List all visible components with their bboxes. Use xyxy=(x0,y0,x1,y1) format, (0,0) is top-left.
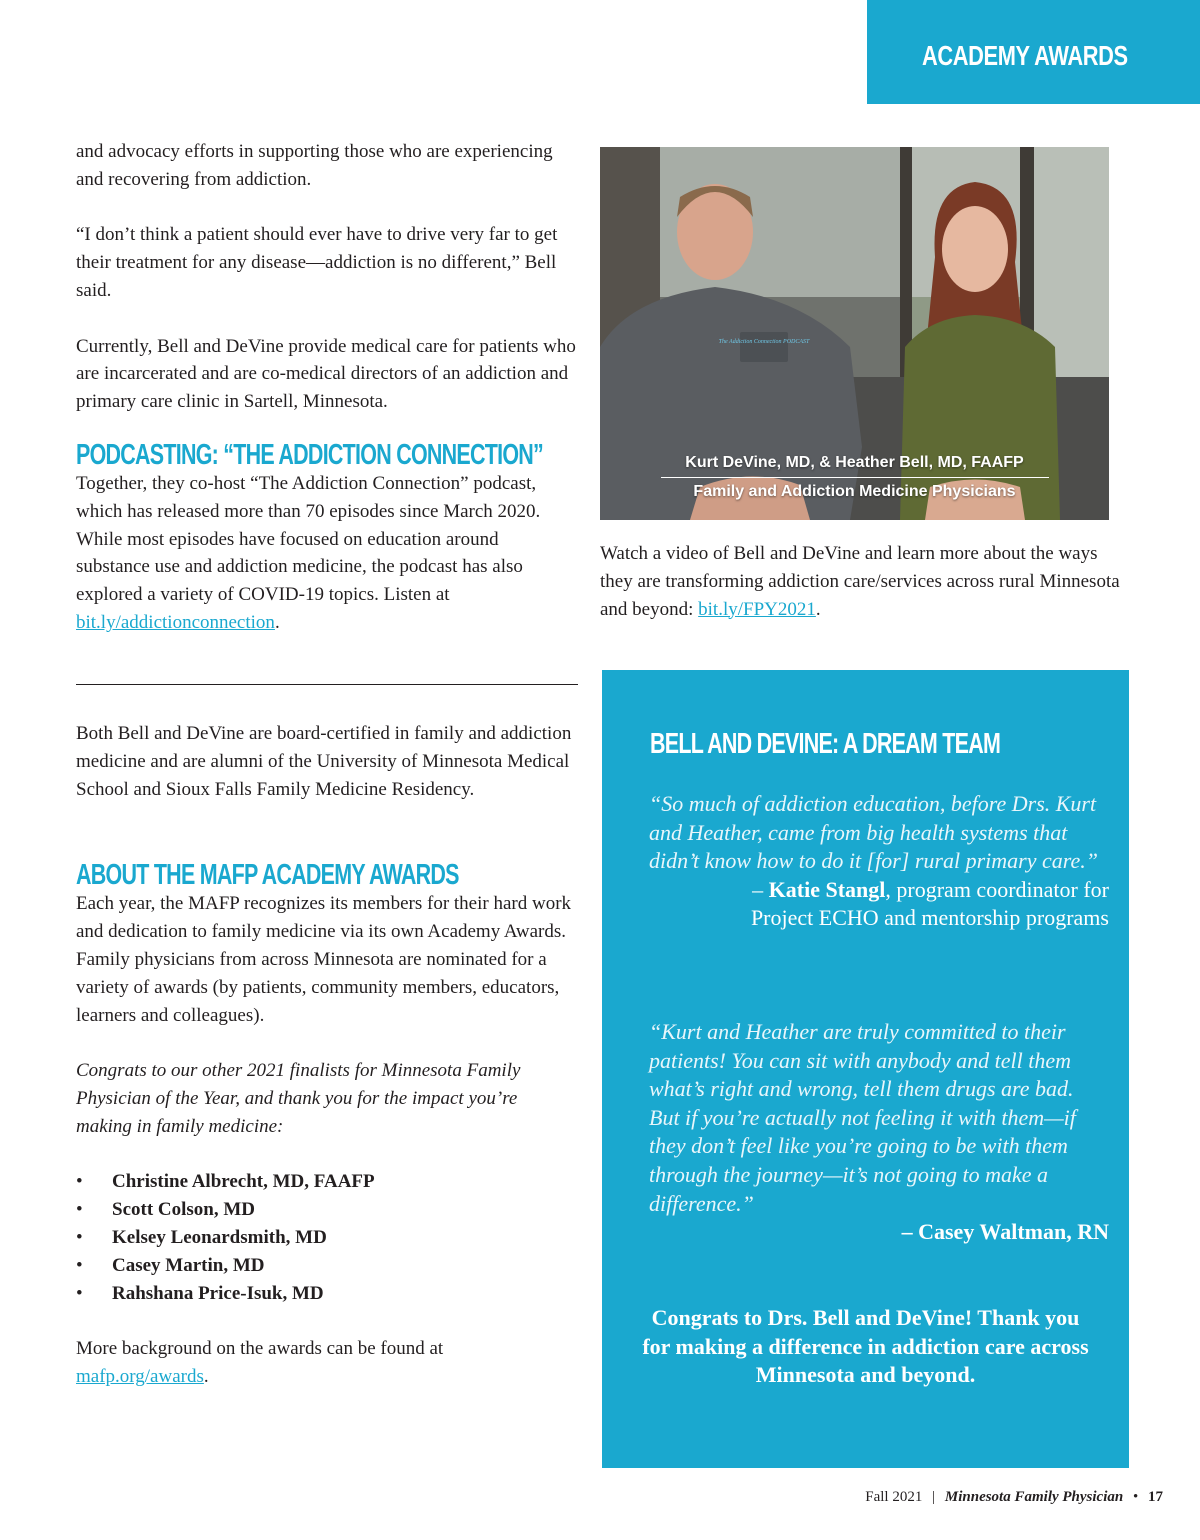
callout-title: BELL AND DEVINE: A DREAM TEAM xyxy=(650,728,1001,760)
footer-separator: | xyxy=(932,1489,936,1505)
section-tab xyxy=(867,0,1200,104)
photo-caption-line-1: Kurt DeVine, MD, & Heather Bell, MD, FAAFP xyxy=(685,454,1024,471)
photo-caption xyxy=(600,449,1109,506)
finalists-intro: Congrats to our other 2021 finalists for Minnesota Family Physician of the Year, and thank you for the impact you’re making in family medicine: xyxy=(76,1060,521,1137)
quote-stangl-attribution xyxy=(649,876,1109,933)
list-item: • Christine Albrecht, MD, FAAFP xyxy=(76,1168,576,1196)
video-text: Watch a video of Bell and DeVine and learn more about the ways they are transforming addiction care/services across rural Minnesota and beyond: xyxy=(600,543,1120,620)
shirt-logo-icon xyxy=(740,332,788,362)
page-footer xyxy=(865,1489,1163,1506)
left-column-top xyxy=(76,138,576,637)
podcast-text: Together, they co-host “The Addiction Connection” podcast, which has released more than 70 episodes since March 2020. While most episodes have focused on education around substance use and addiction medicine, the podcast has also explored a variety of COVID-19 topics. Listen at xyxy=(76,472,541,606)
awards-link[interactable]: mafp.org/awards xyxy=(76,1365,204,1387)
list-item: • Rahshana Price-Isuk, MD xyxy=(76,1280,576,1308)
quote-stangl-text: “So much of addiction education, before Drs. Kurt and Heather, came from big health systems that didn’t know how to do it [for] rural primary care.” xyxy=(649,791,1098,874)
doctors-photo xyxy=(600,147,1109,520)
bell-quote-paragraph: “I don’t think a patient should ever have to drive very far to get their treatment for any disease—addiction is no different,” Bell said. xyxy=(76,224,558,301)
intro-paragraph: and advocacy efforts in supporting those who are experiencing and recovering from addiction. xyxy=(76,141,553,190)
quote-waltman-text: “Kurt and Heather are truly committed to their patients! You can sit with anybody and tell them what’s right and wrong, tell them drugs are bad. But if you’re actually not feeling it with them—if they don’t feel like you’re going to be with them through the journey—it’s not going to make a difference.” xyxy=(649,1019,1076,1216)
photo-caption-line-2: Family and Addiction Medicine Physicians xyxy=(693,483,1016,500)
quote-stangl xyxy=(649,790,1109,933)
list-item: • Kelsey Leonardsmith, MD xyxy=(76,1224,576,1252)
page-number: 17 xyxy=(1148,1489,1163,1505)
list-item: • Casey Martin, MD xyxy=(76,1252,576,1280)
section-tab-label: ACADEMY AWARDS xyxy=(922,40,1128,71)
footer-publication: Minnesota Family Physician xyxy=(944,1489,1124,1505)
video-paragraph xyxy=(600,540,1120,623)
awards-heading: ABOUT THE MAFP ACADEMY AWARDS xyxy=(76,859,459,892)
podcast-link[interactable]: bit.ly/addictionconnection xyxy=(76,611,275,633)
list-item: • Scott Colson, MD xyxy=(76,1196,576,1224)
podcast-heading: PODCASTING: “THE ADDICTION CONNECTION” xyxy=(76,438,544,471)
attribution-dash: – xyxy=(752,876,769,902)
footer-bullet: • xyxy=(1132,1489,1139,1505)
footer-season: Fall 2021 xyxy=(865,1489,923,1505)
podcast-paragraph xyxy=(76,470,576,637)
left-column-bottom xyxy=(76,720,576,1391)
quote-waltman-attribution: – Casey Waltman, RN xyxy=(901,1219,1109,1245)
section-divider xyxy=(76,684,578,685)
quote-waltman xyxy=(649,1018,1109,1247)
more-text: More background on the awards can be found at xyxy=(76,1338,444,1360)
podcast-end: . xyxy=(274,611,280,633)
attribution-name: Katie Stangl xyxy=(768,876,886,902)
alumni-paragraph: Both Bell and DeVine are board-certified in family and addiction medicine and are alumni of the University of Minnesota Medical School and Sioux Falls Family Medicine Residency. xyxy=(76,723,572,800)
current-care-paragraph: Currently, Bell and DeVine provide medical care for patients who are incarcerated and are co-medical directors of an addiction and primary care clinic in Sartell, Minnesota. xyxy=(76,335,576,413)
more-end: . xyxy=(203,1365,209,1387)
video-end: . xyxy=(815,598,821,620)
video-link[interactable]: bit.ly/FPY2021 xyxy=(698,598,816,620)
attribution-role: , program coordinator for Project ECHO and mentorship programs xyxy=(750,876,1109,931)
more-paragraph xyxy=(76,1335,576,1391)
callout-congrats: Congrats to Drs. Bell and DeVine! Thank you for making a difference in addiction care across Minnesota and beyond. xyxy=(642,1305,1089,1388)
dream-team-callout xyxy=(602,670,1129,1468)
awards-paragraph: Each year, the MAFP recognizes its members for their hard work and dedication to family medicine via its own Academy Awards. Family physicians from across Minnesota are nominated for a variety of awards (by patients, community members, educators, learners and colleagues). xyxy=(76,893,572,1026)
finalists-list xyxy=(76,1168,576,1307)
shirt-logo-text: The Addiction Connection PODCAST xyxy=(718,339,810,345)
